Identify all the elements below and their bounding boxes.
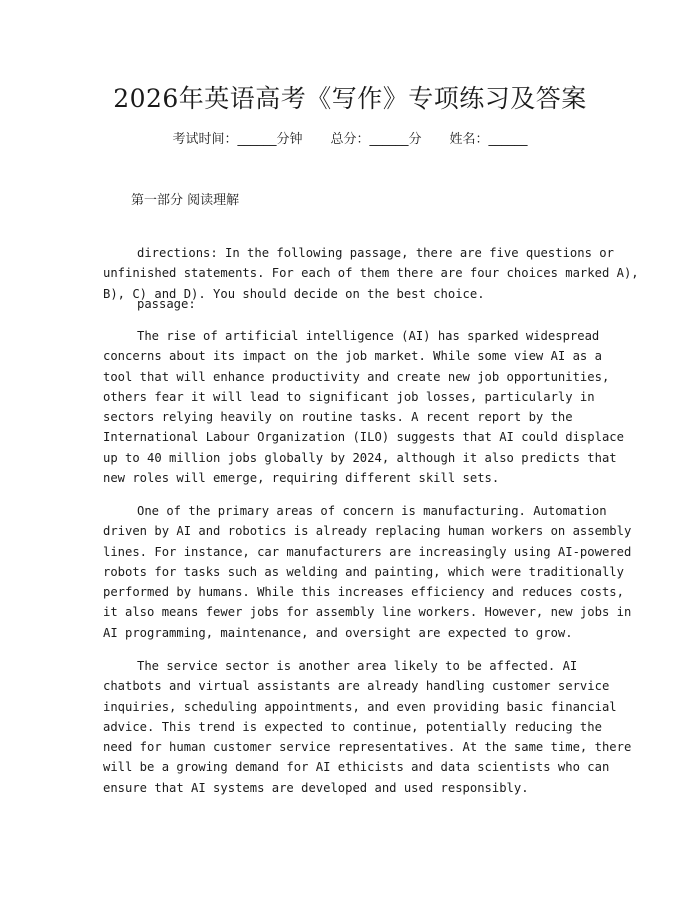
paragraph-line: advice. This trend is expected to continue, potentially reducing the xyxy=(103,719,602,734)
paragraph-line: will be a growing demand for AI ethicists and data scientists who can xyxy=(103,760,610,775)
paragraph-line: AI programming, maintenance, and oversight are expected to grow. xyxy=(103,625,573,640)
passage-label: passage: xyxy=(137,297,196,311)
paragraph-line: The rise of artificial intelligence (AI) has sparked widespread xyxy=(137,329,600,343)
paragraph-line: lines. For instance, car manufacturers are increasingly using AI-powered xyxy=(103,544,632,559)
passage-label-block xyxy=(103,294,603,314)
directions-line: directions: In the following passage, there are five questions or xyxy=(137,246,614,260)
paragraph-line: inquiries, scheduling appointments, and even providing basic financial xyxy=(103,699,617,714)
paragraph-line: new roles will emerge, requiring different skill sets. xyxy=(103,471,500,486)
paragraph-line: driven by AI and robotics is already replacing human workers on assembly xyxy=(103,524,632,539)
exam-info-line xyxy=(0,131,700,149)
directions-line: unfinished statements. For each of them there are four choices marked A), xyxy=(103,266,639,281)
exam-time-field: 考试时间：______分钟 xyxy=(172,132,303,147)
paragraph-line: ensure that AI systems are developed and used responsibly. xyxy=(103,780,529,795)
paragraph-line: chatbots and virtual assistants are already handling customer service xyxy=(103,679,610,694)
paragraph-line: need for human customer service representatives. At the same time, there xyxy=(103,740,632,755)
paragraph-line: International Labour Organization (ILO) suggests that AI could displace xyxy=(103,430,624,445)
directions-line: B), C) and D). You should decide on the best choice. xyxy=(103,286,485,301)
document-title: 2026年英语高考《写作》专项练习及答案 xyxy=(113,84,587,113)
paragraph-line: One of the primary areas of concern is manufacturing. Automation xyxy=(137,504,607,518)
paragraph-line: The service sector is another area likely to be affected. AI xyxy=(137,659,578,673)
passage-paragraph-1 xyxy=(103,326,624,488)
paragraph-line: tool that will enhance productivity and create new job opportunities, xyxy=(103,369,610,384)
paragraph-line: robots for tasks such as welding and painting, which were traditionally xyxy=(103,564,624,579)
passage-paragraph-3 xyxy=(103,656,632,798)
paragraph-line: up to 40 million jobs globally by 2024, although it also predicts that xyxy=(103,450,617,465)
section-heading: 第一部分 阅读理解 xyxy=(131,193,240,208)
passage-paragraph-2 xyxy=(103,501,632,643)
paragraph-line: others fear it will lead to significant job losses, particularly in xyxy=(103,389,595,404)
name-field: 姓名：______ xyxy=(449,132,528,147)
paragraph-line: concerns about its impact on the job market. While some view AI as a xyxy=(103,349,602,364)
paragraph-line: sectors relying heavily on routine tasks. A recent report by the xyxy=(103,410,573,425)
total-score-field: 总分：______分 xyxy=(330,132,422,147)
paragraph-line: it also means fewer jobs for assembly line workers. However, new jobs in xyxy=(103,605,632,620)
paragraph-line: performed by humans. While this increases efficiency and reduces costs, xyxy=(103,585,624,600)
